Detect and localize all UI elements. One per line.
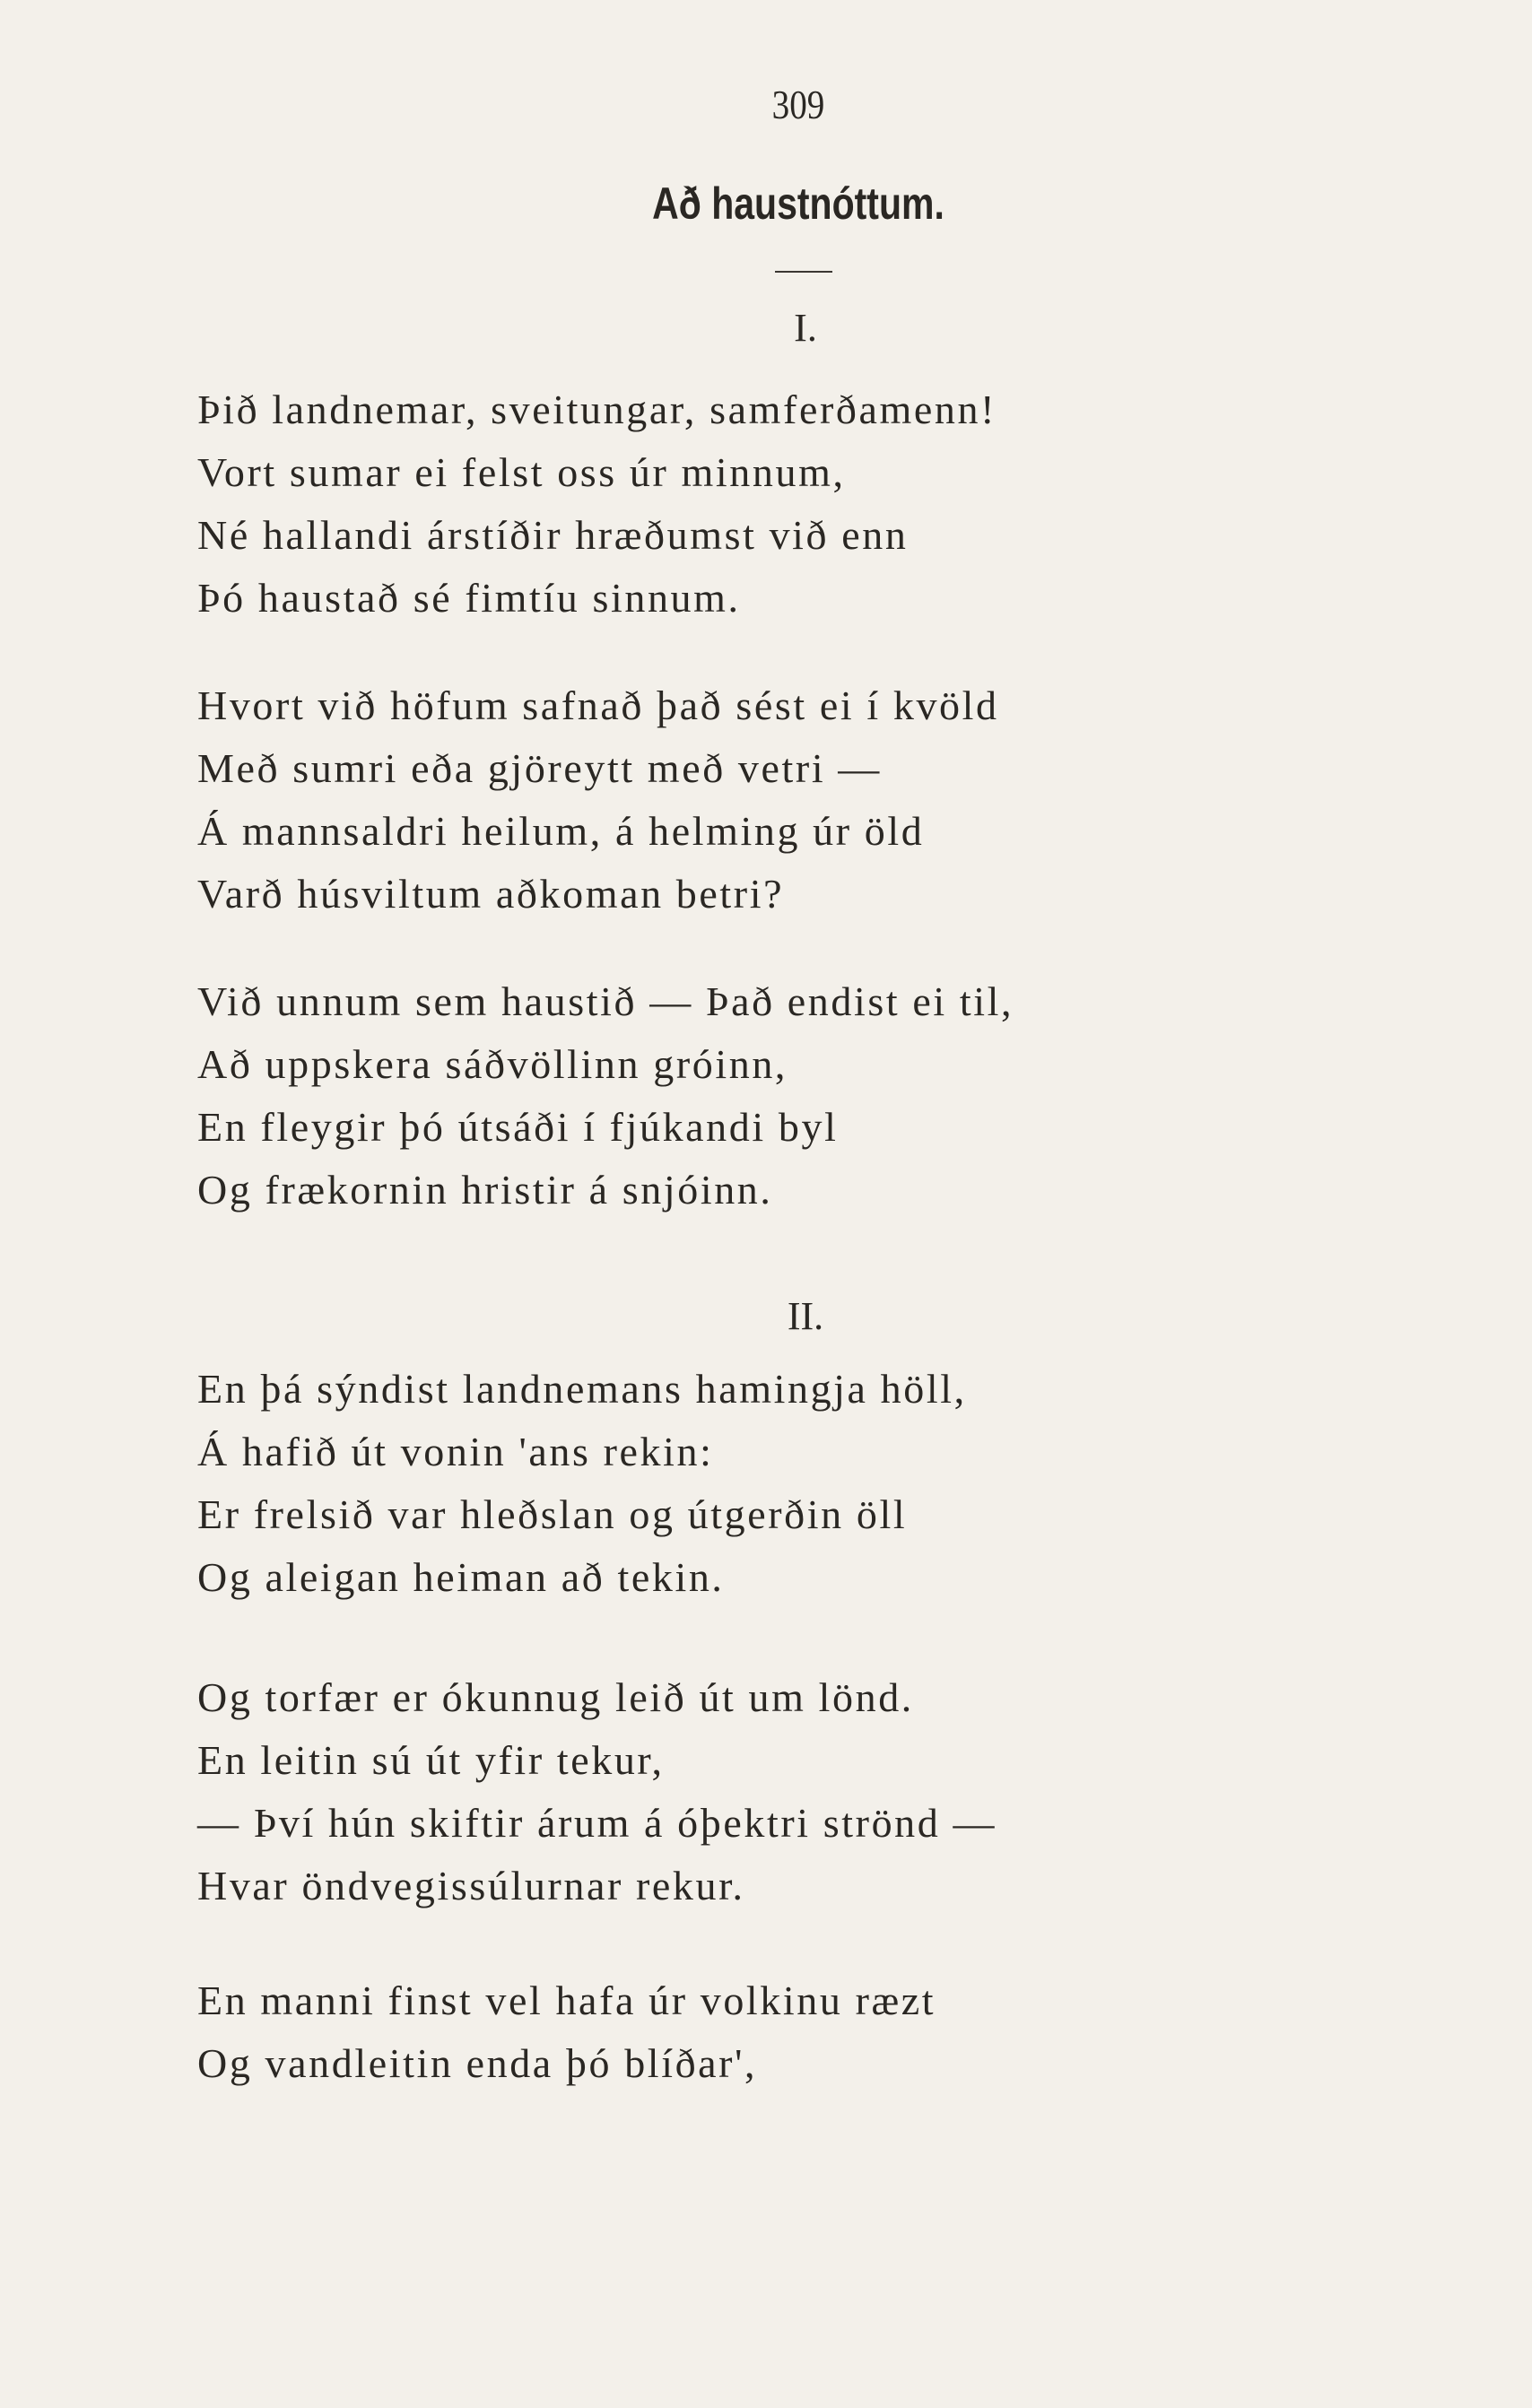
verse-line: Þó haustað sé fimtíu sinnum. <box>197 575 741 621</box>
verse-line: Og frækornin hristir á snjóinn. <box>197 1167 773 1213</box>
verse-line: Hvort við höfum safnað það sést ei í kvöld <box>197 682 999 728</box>
verse-line: Vort sumar ei felst oss úr minnum, <box>197 449 846 495</box>
verse-line: Við unnum sem haustið — Það endist ei til, <box>197 978 1014 1024</box>
verse-line: En leitin sú út yfir tekur, <box>197 1737 665 1783</box>
verse-line: Og torfær er ókunnug leið út um lönd. <box>197 1674 914 1720</box>
verse-line: En fleygir þó útsáði í fjúkandi byl <box>197 1104 839 1150</box>
verse-line: Né hallandi árstíðir hræðumst við enn <box>197 512 909 558</box>
verse-line: Og vandleitin enda þó blíðar', <box>197 2040 758 2086</box>
verse-line: Og aleigan heiman að tekin. <box>197 1554 725 1600</box>
verse-line: — Því hún skiftir árum á óþektri strönd — <box>197 1800 997 1846</box>
verse-line: Hvar öndvegissúlurnar rekur. <box>197 1863 745 1908</box>
verse-line: Þið landnemar, sveitungar, samferðamenn! <box>197 387 997 432</box>
poem-title: Að haustnóttum. <box>652 178 944 229</box>
verse-line: Á hafið út vonin 'ans rekin: <box>197 1429 714 1474</box>
verse-line: En þá sýndist landnemans hamingja höll, <box>197 1366 967 1412</box>
section-numeral-2: II. <box>787 1294 824 1338</box>
verse-line: Varð húsviltum aðkoman betri? <box>197 871 785 917</box>
verse-line: Að uppskera sáðvöllinn gróinn, <box>197 1041 788 1087</box>
verse-line: En manni finst vel hafa úr volkinu ræzt <box>197 1978 936 2023</box>
verse-line: Á mannsaldri heilum, á helming úr öld <box>197 808 925 854</box>
title-rule <box>775 271 832 273</box>
section-numeral-1: I. <box>794 306 817 350</box>
verse-line: Með sumri eða gjöreytt með vetri — <box>197 745 882 791</box>
verse-line: Er frelsið var hleðslan og útgerðin öll <box>197 1491 908 1537</box>
page-number: 309 <box>771 82 825 127</box>
